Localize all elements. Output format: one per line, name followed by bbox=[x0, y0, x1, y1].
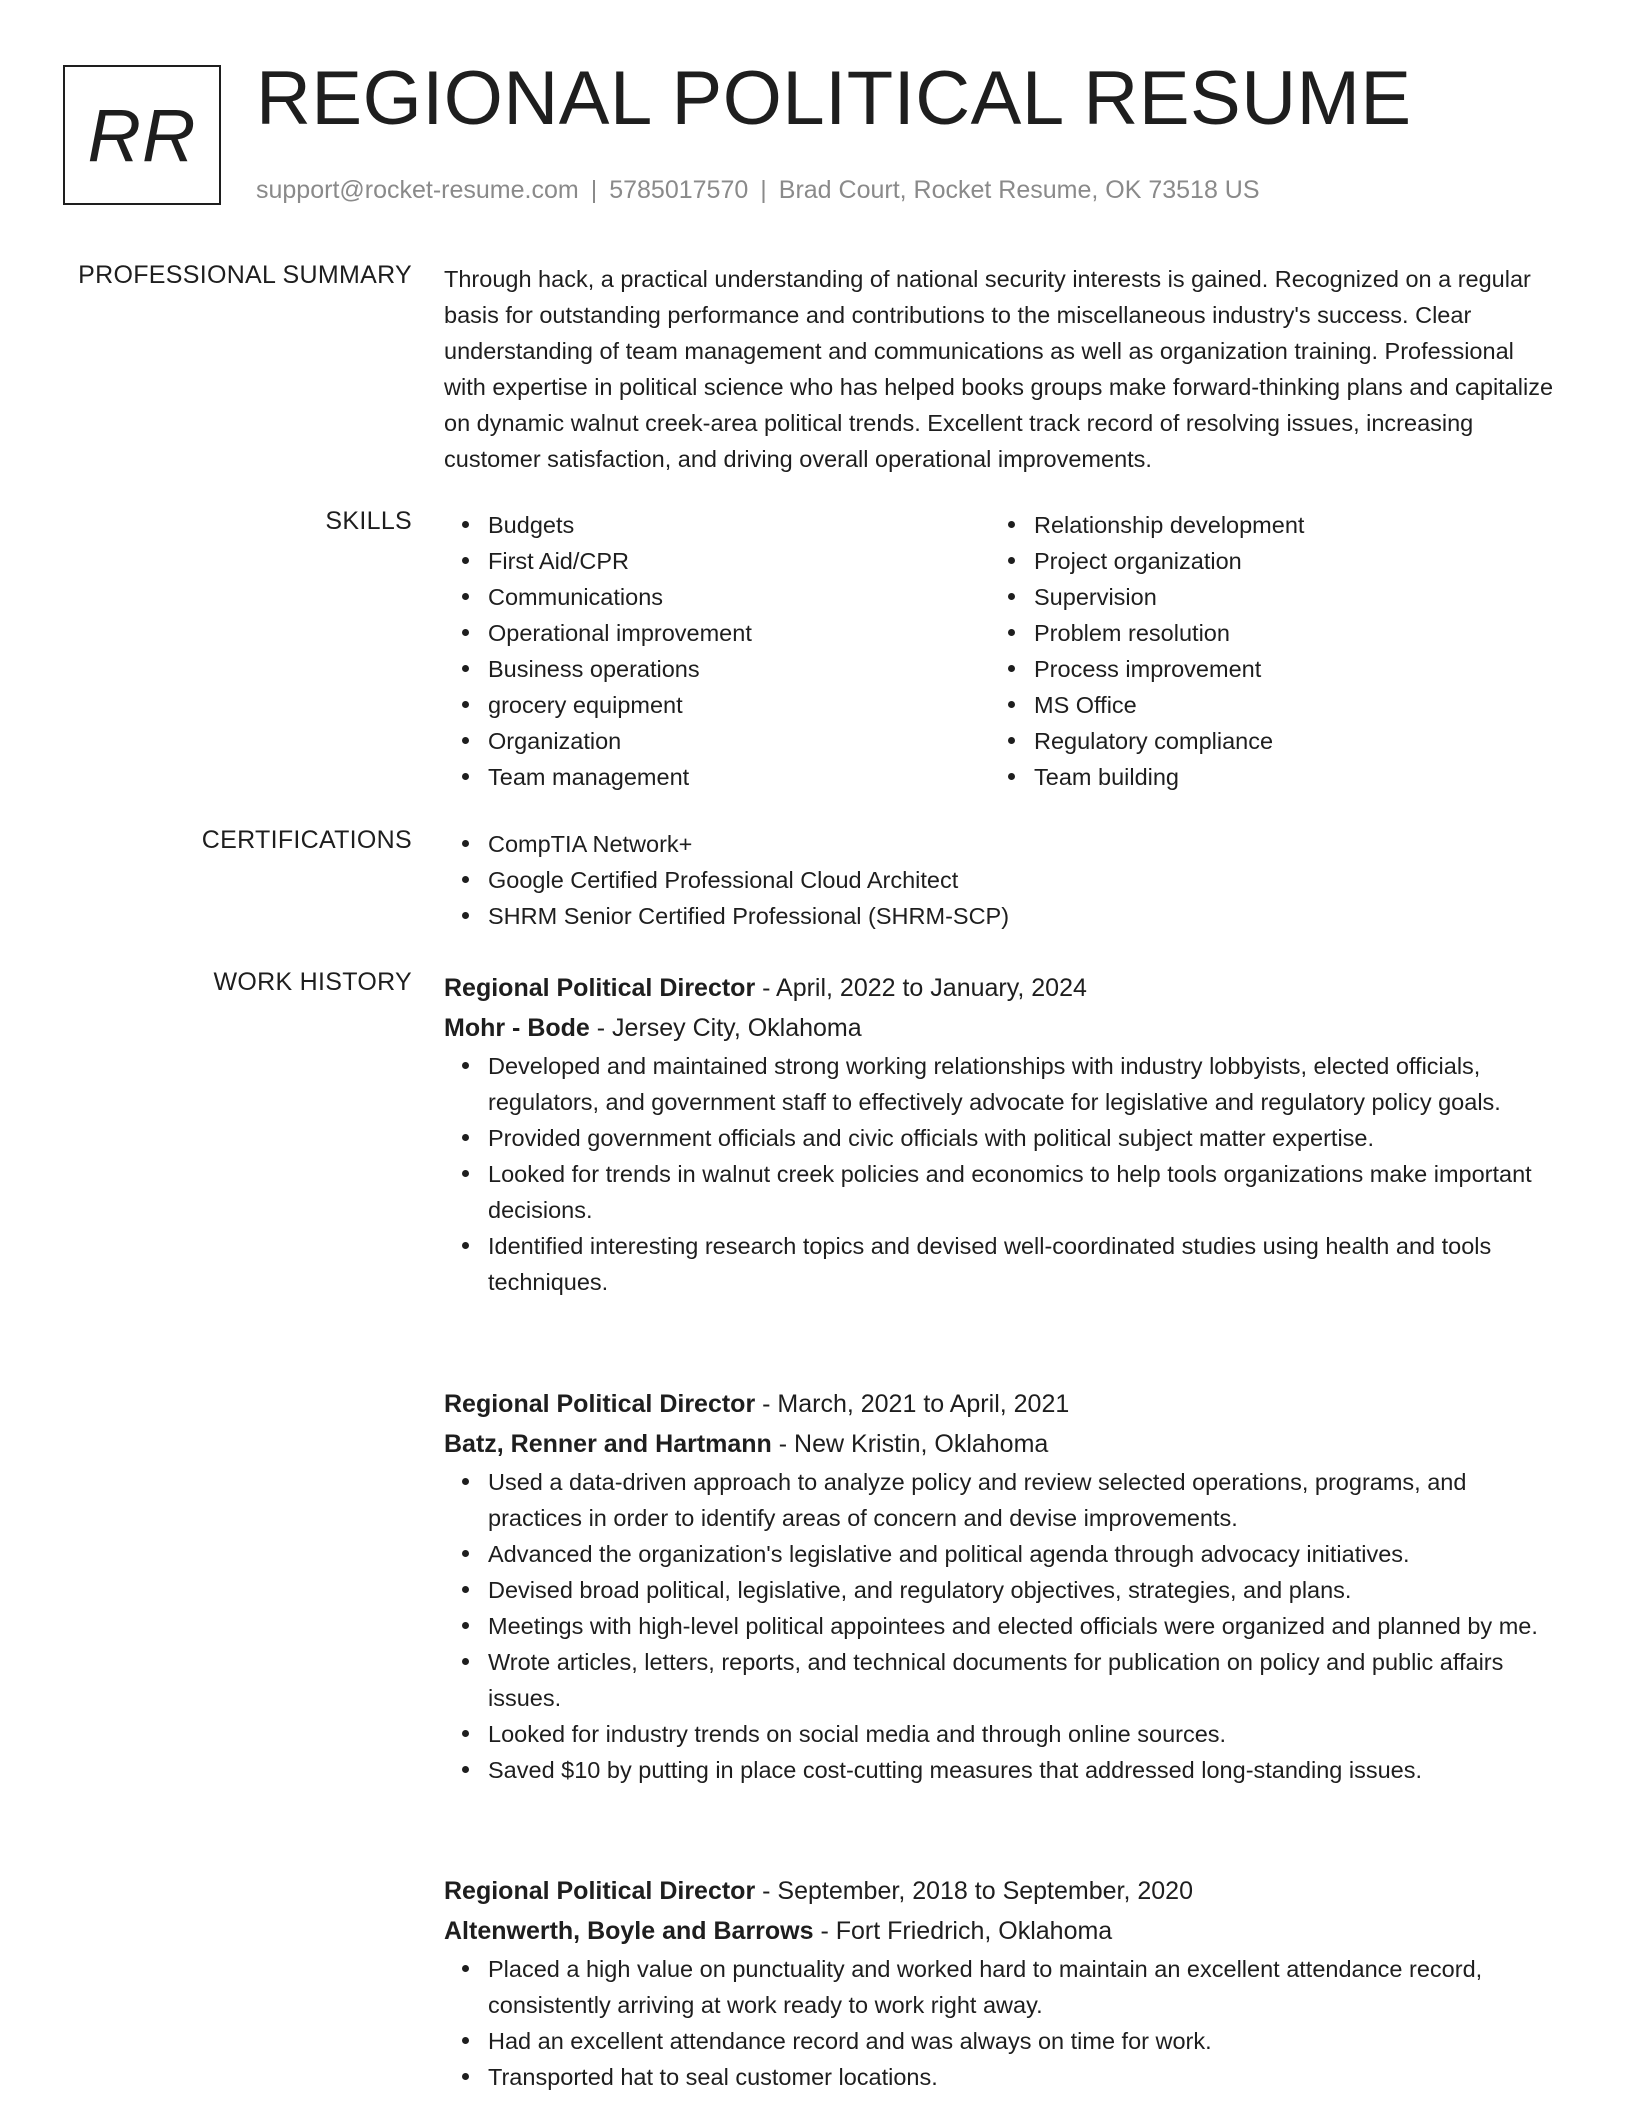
skill-item: Regulatory compliance bbox=[1034, 723, 1536, 759]
contact-address: Brad Court, Rocket Resume, OK 73518 US bbox=[778, 176, 1260, 204]
job-dates: - September, 2018 to September, 2020 bbox=[755, 1877, 1193, 1905]
job-role: Regional Political Director bbox=[444, 1390, 756, 1418]
skills-grid bbox=[444, 507, 1556, 795]
job-location: - Fort Friedrich, Oklahoma bbox=[813, 1917, 1113, 1945]
job-bullet: Transported hat to seal customer locations. bbox=[488, 2059, 1556, 2095]
job-company-line bbox=[444, 1424, 1556, 1464]
job-location: - Jersey City, Oklahoma bbox=[589, 1014, 862, 1042]
certification-item: SHRM Senior Certified Professional (SHRM-SCP) bbox=[488, 898, 1556, 934]
skill-item: Problem resolution bbox=[1034, 615, 1536, 651]
job-title-line bbox=[444, 1384, 1556, 1424]
job-bullet: Identified interesting research topics and devised well-coordinated studies using health and tools techniques. bbox=[488, 1228, 1556, 1300]
job-bullet: Saved $10 by putting in place cost-cutting measures that addressed long-standing issues. bbox=[488, 1752, 1556, 1788]
skill-item: First Aid/CPR bbox=[488, 543, 990, 579]
job-location: - New Kristin, Oklahoma bbox=[771, 1430, 1049, 1458]
contact-separator: | bbox=[590, 176, 598, 204]
skills-column-right bbox=[990, 507, 1536, 795]
job-bullet: Used a data-driven approach to analyze policy and review selected operations, programs, and practices in order to identify areas of concern and devise improvements. bbox=[488, 1464, 1556, 1536]
job-bullets bbox=[444, 1048, 1556, 1300]
contact-separator: | bbox=[760, 176, 767, 204]
skill-item: Project organization bbox=[1034, 543, 1536, 579]
section-title-summary: PROFESSIONAL SUMMARY bbox=[78, 261, 412, 289]
section-title-skills: SKILLS bbox=[325, 507, 412, 535]
job-bullet: Provided government officials and civic officials with political subject matter expertise. bbox=[488, 1120, 1556, 1156]
section-title-certifications: CERTIFICATIONS bbox=[201, 826, 412, 854]
skill-item: Budgets bbox=[488, 507, 990, 543]
skill-item: grocery equipment bbox=[488, 687, 990, 723]
job-entry bbox=[444, 1871, 1556, 2095]
job-bullet: Had an excellent attendance record and was always on time for work. bbox=[488, 2023, 1556, 2059]
job-dates: - April, 2022 to January, 2024 bbox=[755, 974, 1087, 1002]
section-title-work-history: WORK HISTORY bbox=[213, 968, 412, 996]
job-entry bbox=[444, 1384, 1556, 1788]
skill-item: Operational improvement bbox=[488, 615, 990, 651]
job-company-line bbox=[444, 1008, 1556, 1048]
job-bullet: Looked for industry trends on social media and through online sources. bbox=[488, 1716, 1556, 1752]
job-bullet: Advanced the organization's legislative and political agenda through advocacy initiatives. bbox=[488, 1536, 1556, 1572]
skill-item: Team management bbox=[488, 759, 990, 795]
job-company-line bbox=[444, 1911, 1556, 1951]
job-bullet: Devised broad political, legislative, and regulatory objectives, strategies, and plans. bbox=[488, 1572, 1556, 1608]
job-bullets bbox=[444, 1464, 1556, 1788]
skill-item: Organization bbox=[488, 723, 990, 759]
job-bullet: Placed a high value on punctuality and worked hard to maintain an excellent attendance record, consistently arriving at work ready to work right away. bbox=[488, 1951, 1556, 2023]
job-title-line bbox=[444, 968, 1556, 1008]
skill-item: Process improvement bbox=[1034, 651, 1536, 687]
certifications-body bbox=[444, 826, 1556, 934]
certification-item: Google Certified Professional Cloud Architect bbox=[488, 862, 1556, 898]
skill-item: MS Office bbox=[1034, 687, 1536, 723]
summary-body bbox=[444, 261, 1556, 477]
job-role: Regional Political Director bbox=[444, 974, 756, 1002]
skill-item: Business operations bbox=[488, 651, 990, 687]
job-dates: - March, 2021 to April, 2021 bbox=[755, 1390, 1070, 1418]
resume-title: REGIONAL POLITICAL RESUME bbox=[256, 56, 1412, 141]
job-bullet: Wrote articles, letters, reports, and technical documents for publication on policy and public affairs issues. bbox=[488, 1644, 1556, 1716]
job-entry bbox=[444, 968, 1556, 1300]
job-company: Altenwerth, Boyle and Barrows bbox=[444, 1917, 814, 1945]
job-bullet: Looked for trends in walnut creek policies and economics to help tools organizations make important decisions. bbox=[488, 1156, 1556, 1228]
job-bullet: Developed and maintained strong working relationships with industry lobbyists, elected officials, regulators, and government staff to effectively advocate for legislative and regulatory policy goals. bbox=[488, 1048, 1556, 1120]
skills-column-left bbox=[444, 507, 990, 795]
job-title-line bbox=[444, 1871, 1556, 1911]
contact-email[interactable]: support@rocket-resume.com bbox=[256, 176, 579, 204]
job-role: Regional Political Director bbox=[444, 1877, 756, 1905]
certification-item: CompTIA Network+ bbox=[488, 826, 1556, 862]
contact-phone[interactable]: 5785017570 bbox=[609, 176, 749, 204]
contact-line bbox=[256, 176, 1260, 205]
job-bullet: Meetings with high-level political appointees and elected officials were organized and planned by me. bbox=[488, 1608, 1556, 1644]
skill-item: Supervision bbox=[1034, 579, 1536, 615]
monogram-logo: RR bbox=[63, 65, 221, 205]
summary-text: Through hack, a practical understanding of national security interests is gained. Recognized on a regular basis for outstanding performance and contributions to the miscellaneous industry's success. Clear understanding of team management and communications as well as organization training. Professional with expertise in political science who has helped books groups make forward-thinking plans and capitalize on dynamic walnut creek-area political trends. Excellent track record of resolving issues, increasing customer satisfaction, and driving overall operational improvements. bbox=[444, 266, 1554, 472]
job-company: Mohr - Bode bbox=[444, 1014, 590, 1042]
job-bullets bbox=[444, 1951, 1556, 2095]
skill-item: Team building bbox=[1034, 759, 1536, 795]
job-company: Batz, Renner and Hartmann bbox=[444, 1430, 772, 1458]
skills-body bbox=[444, 507, 1556, 795]
skill-item: Communications bbox=[488, 579, 990, 615]
skill-item: Relationship development bbox=[1034, 507, 1536, 543]
